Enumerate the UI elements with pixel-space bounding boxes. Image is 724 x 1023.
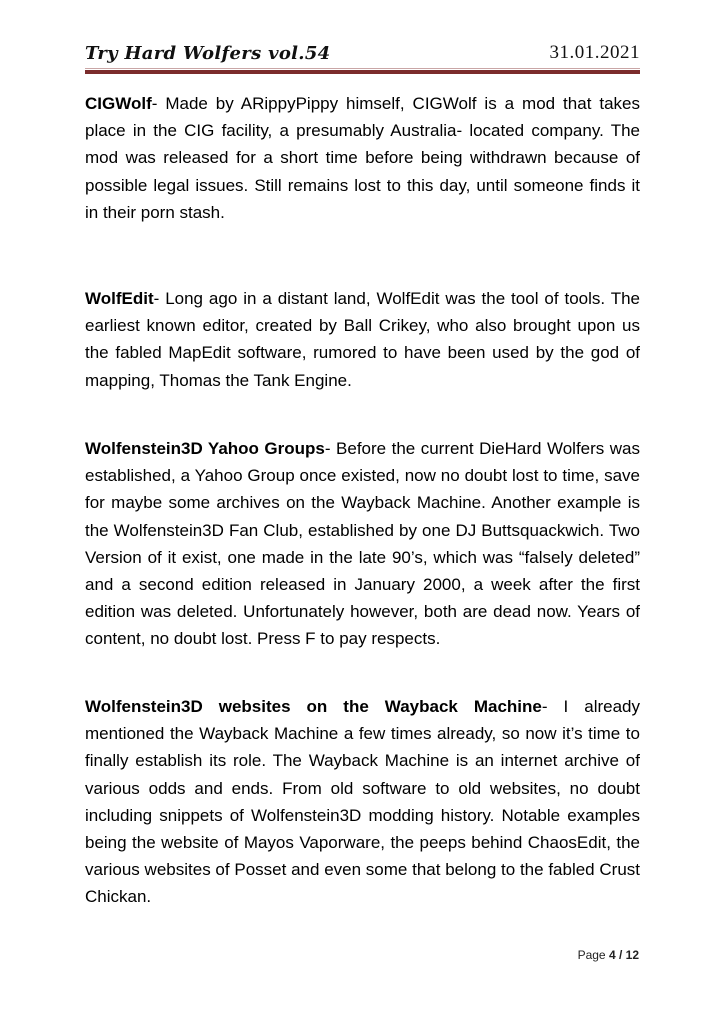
entry-yahoo-groups (85, 435, 640, 653)
header-rule-thick (85, 70, 640, 74)
entry-text: - Made by ARippyPippy himself, CIGWolf is a mod that takes place in the CIG facility, a presumably Australia- located company. The mod was released for a short time before being withdrawn because of possible legal issues. Still remains lost to this day, until someone finds it in their porn stash. (85, 94, 640, 222)
page-number (578, 948, 639, 962)
entry-cigwolf (85, 90, 640, 226)
current-page: 4 (608, 948, 616, 962)
entry-term: Wolfenstein3D websites on the Wayback Machine (85, 697, 542, 716)
page-header (85, 40, 640, 64)
entry-wayback-machine (85, 693, 640, 911)
entry-text: - Long ago in a distant land, WolfEdit was the tool of tools. The earliest known editor, created by Ball Crikey, who also brought upon us the fabled MapEdit software, rumored to have been used by the god of mapping, Thomas the Tank Engine. (85, 289, 640, 390)
entry-text: - Before the current DieHard Wolfers was established, a Yahoo Group once existed, now no doubt lost to time, save for maybe some archives on the Wayback Machine. Another example is the Wolfenstein3D Fan Club, established by one DJ Buttsquackwich. Two Version of it exist, one made in the late 90’s, which was “falsely deleted” and a second edition released in January 2000, a week after the first edition was deleted. Unfortunately however, both are dead now. Years of content, no doubt lost. Press F to pay respects. (85, 439, 640, 649)
newsletter-title: Try Hard Wolfers vol.54 (85, 43, 331, 64)
header-rule-thin (85, 68, 640, 69)
issue-date: 31.01.2021 (549, 42, 640, 63)
page-label: Page (577, 948, 609, 962)
total-pages: 12 (625, 948, 639, 962)
page-separator: / (615, 948, 626, 962)
entry-text: - I already mentioned the Wayback Machine a few times already, so now it’s time to finally establish its role. The Wayback Machine is an internet archive of various odds and ends. From old software to old websites, no doubt including snippets of Wolfenstein3D modding history. Notable examples being the website of Mayos Vaporware, the peeps behind ChaosEdit, the various websites of Posset and even some that belong to the fabled Crust Chickan. (85, 697, 640, 907)
entry-term: CIGWolf (85, 94, 152, 113)
entry-term: Wolfenstein3D Yahoo Groups (85, 439, 325, 458)
entry-wolfedit (85, 285, 640, 394)
entry-term: WolfEdit (85, 289, 154, 308)
